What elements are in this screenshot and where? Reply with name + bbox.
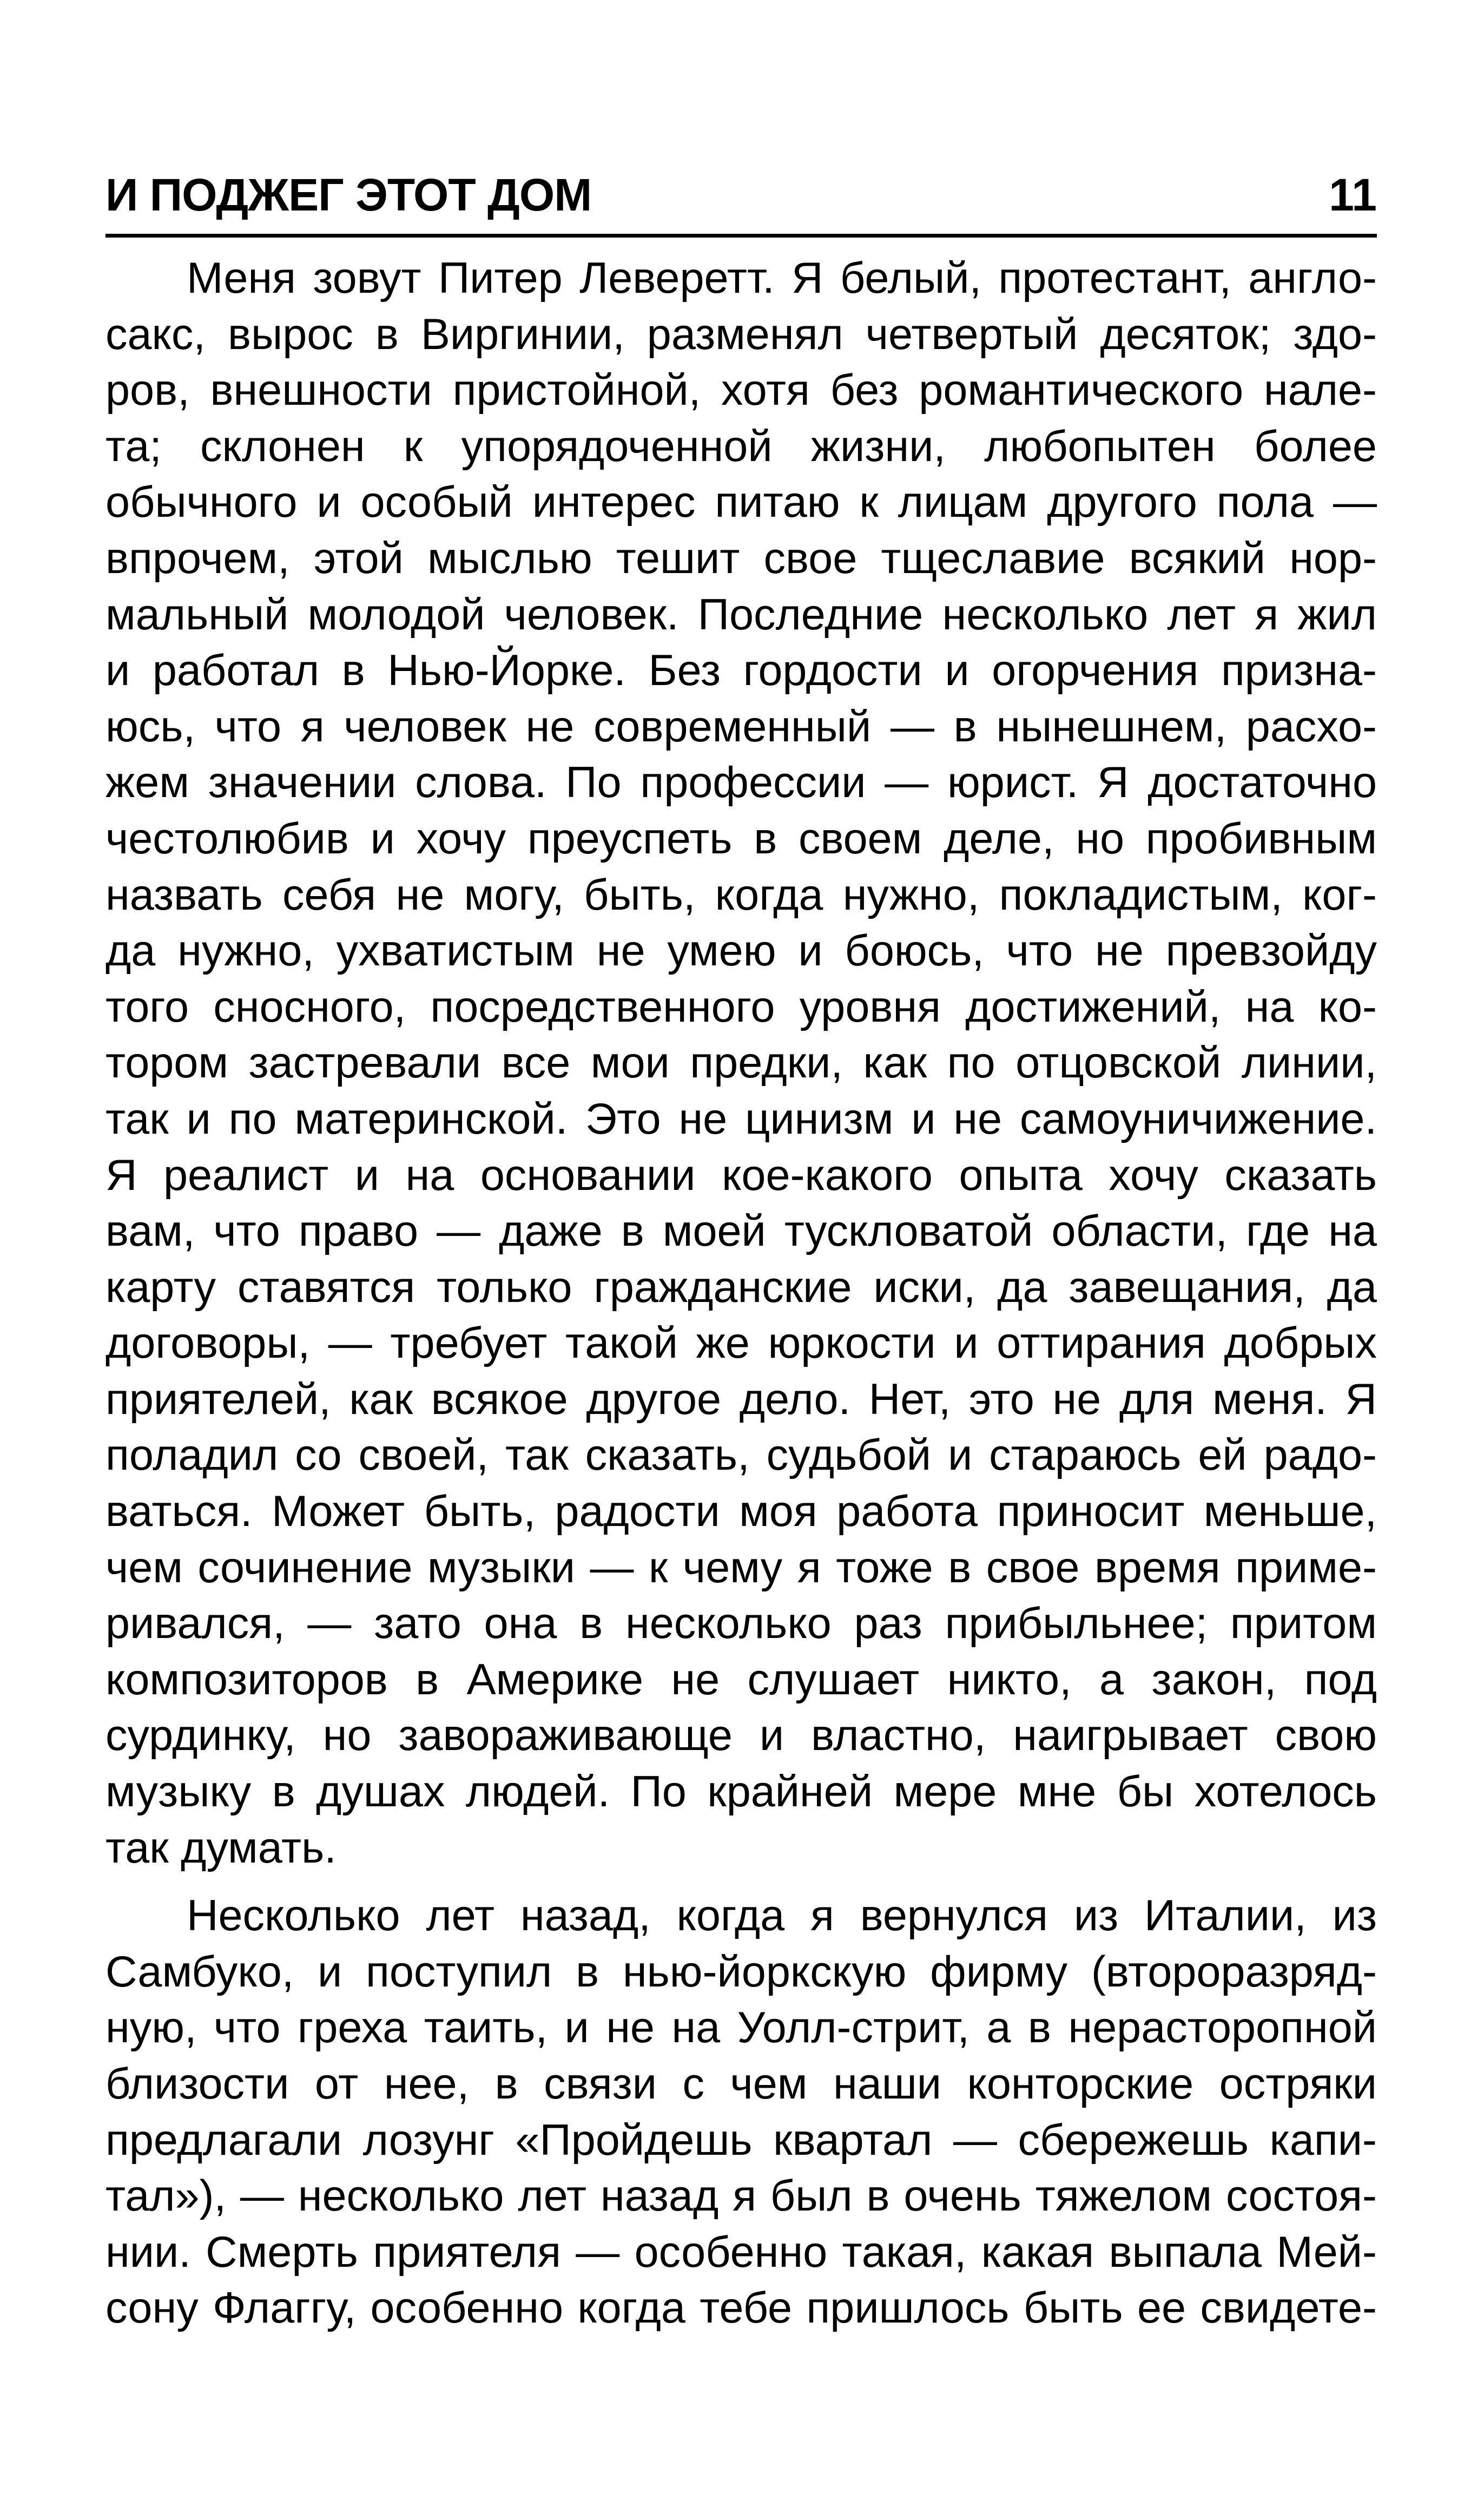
text-line: карту ставятся только гражданские иски, да завещания, да bbox=[105, 1262, 1377, 1312]
running-header bbox=[105, 162, 1377, 227]
text-line: впрочем, этой мыслью тешит свое тщеславие всякий нор- bbox=[105, 534, 1377, 583]
text-line: музыку в душах людей. По крайней мере мне бы хотелось bbox=[105, 1767, 1377, 1817]
header-rule bbox=[105, 234, 1377, 238]
text-line: так думать. bbox=[105, 1823, 337, 1872]
text-line: и работал в Нью-Йорке. Без гордости и огорчения призна- bbox=[105, 646, 1377, 695]
page-number: 11 bbox=[1329, 169, 1377, 220]
text-line: приятелей, как всякое другое дело. Нет, это не для меня. Я bbox=[105, 1374, 1377, 1424]
text-line: ривался, — зато она в несколько раз прибыльнее; притом bbox=[105, 1599, 1377, 1648]
text-line: честолюбив и хочу преуспеть в своем деле, но пробивным bbox=[105, 814, 1377, 863]
text-line: предлагали лозунг «Пройдешь квартал — сбережешь капи- bbox=[105, 2115, 1377, 2165]
text-line: сакс, вырос в Виргинии, разменял четвертый десяток; здо- bbox=[105, 310, 1377, 359]
text-line: чем сочинение музыки — к чему я тоже в свое время приме- bbox=[105, 1543, 1377, 1592]
paragraph-2 bbox=[105, 1888, 1377, 2337]
text-line: тал»), — несколько лет назад я был в очень тяжелом состоя- bbox=[105, 2172, 1377, 2221]
body-text bbox=[105, 251, 1377, 2337]
text-line: жем значении слова. По профессии — юрист. Я достаточно bbox=[105, 758, 1377, 807]
text-line: тором застревали все мои предки, как по отцовской линии, bbox=[105, 1038, 1377, 1088]
text-line: та; склонен к упорядоченной жизни, любопытен более bbox=[105, 422, 1377, 471]
paragraph-1 bbox=[105, 251, 1377, 1876]
text-line: так и по материнской. Это не цинизм и не самоуничижение. bbox=[105, 1094, 1377, 1143]
text-line: близости от нее, в связи с чем наши конторские остряки bbox=[105, 2060, 1377, 2108]
text-line: назвать себя не могу, быть, когда нужно, покладистым, ког- bbox=[105, 870, 1377, 919]
text-line: Я реалист и на основании кое-какого опыта хочу сказать bbox=[105, 1150, 1377, 1200]
text-line: вам, что право — даже в моей тускловатой области, где на bbox=[105, 1207, 1377, 1256]
text-line: юсь, что я человек не современный — в нынешнем, расхо- bbox=[105, 702, 1377, 751]
text-line: ную, что греха таить, и не на Уолл-стрит, а в нерасторопной bbox=[105, 2003, 1377, 2052]
text-line: ваться. Может быть, радости моя работа приносит меньше, bbox=[105, 1487, 1377, 1536]
text-line: поладил со своей, так сказать, судьбой и стараюсь ей радо- bbox=[105, 1431, 1377, 1480]
text-line: сону Флаггу, особенно когда тебе пришлось быть ее свидете- bbox=[105, 2284, 1377, 2333]
text-line: композиторов в Америке не слушает никто, а закон, под bbox=[105, 1655, 1377, 1704]
text-line: ров, внешности пристойной, хотя без романтического нале- bbox=[105, 366, 1377, 415]
paragraph-gap bbox=[105, 1876, 1377, 1888]
text-line: мальный молодой человек. Последние несколько лет я жил bbox=[105, 590, 1377, 639]
text-line: Самбуко, и поступил в нью-йоркскую фирму (второразряд- bbox=[105, 1947, 1377, 1996]
text-line: Несколько лет назад, когда я вернулся из Италии, из bbox=[187, 1891, 1377, 1940]
text-line: того сносного, посредственного уровня достижений, на ко- bbox=[105, 982, 1377, 1031]
text-line: сурдинку, но завораживающе и властно, наигрывает свою bbox=[105, 1711, 1377, 1760]
text-line: нии. Смерть приятеля — особенно такая, какая выпала Мей- bbox=[105, 2227, 1377, 2277]
text-line: договоры, — требует такой же юркости и оттирания добрых bbox=[105, 1319, 1377, 1368]
text-line: Меня зовут Питер Леверетт. Я белый, протестант, англо- bbox=[187, 254, 1377, 302]
text-line: обычного и особый интерес питаю к лицам другого пола — bbox=[105, 478, 1377, 527]
running-head-title: И ПОДЖЕГ ЭТОТ ДОМ bbox=[105, 169, 592, 220]
text-line: да нужно, ухватистым не умею и боюсь, что не превзойду bbox=[105, 926, 1377, 976]
